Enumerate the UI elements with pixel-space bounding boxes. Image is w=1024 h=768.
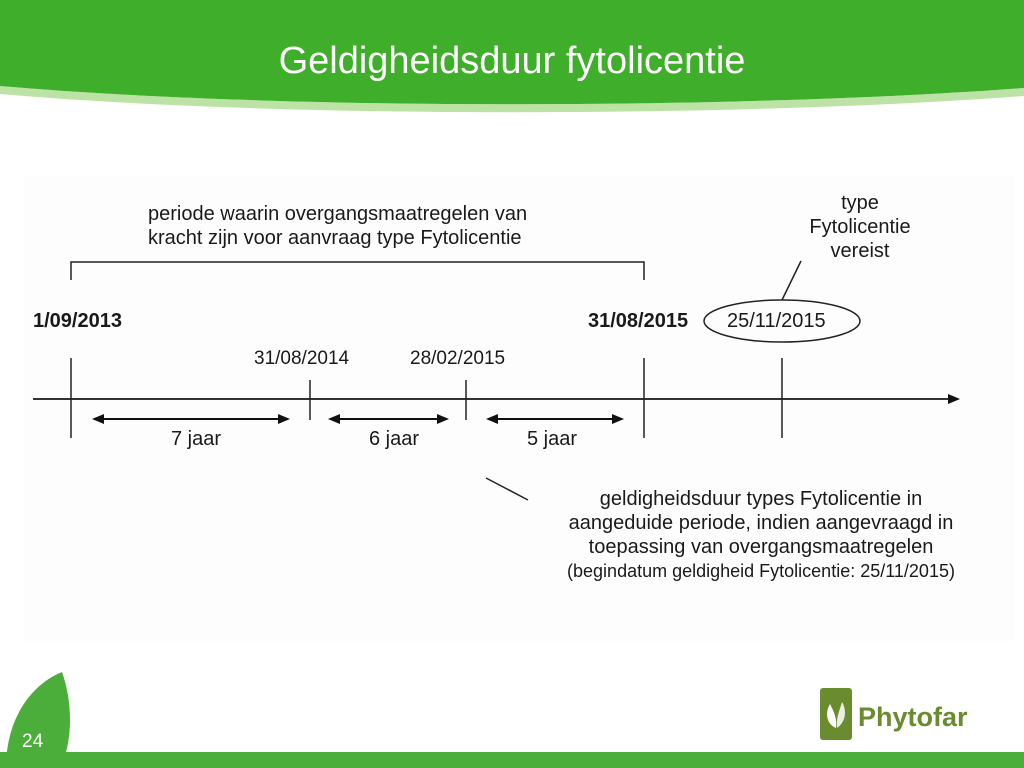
required-note-line: vereist <box>830 240 890 262</box>
required-note-line: type <box>841 192 879 214</box>
bracket-note-line: periode waarin overgangsmaatregelen van <box>148 203 528 225</box>
date-required: 25/11/2015 <box>727 310 826 332</box>
required-note <box>790 191 930 263</box>
date-start: 1/09/2013 <box>33 310 122 332</box>
date-mid1: 31/08/2014 <box>254 348 350 369</box>
phytofar-logo-icon <box>820 688 852 740</box>
duration-label-3: 5 jaar <box>527 428 578 450</box>
page-number: 24 <box>22 731 44 752</box>
validity-note-line: toepassing van overgangsmaatregelen <box>588 536 934 558</box>
validity-note-line: geldigheidsduur types Fytolicentie in <box>599 488 923 510</box>
validity-pointer-line <box>486 478 528 500</box>
duration-label-1: 7 jaar <box>171 428 222 450</box>
duration-label-2: 6 jaar <box>369 428 420 450</box>
required-pointer-line <box>782 261 801 300</box>
transition-bracket <box>71 262 644 280</box>
brand-name: Phytofar <box>858 702 968 732</box>
bracket-note <box>148 202 527 250</box>
bracket-note-line: kracht zijn voor aanvraag type Fytolicentie <box>148 227 522 249</box>
validity-note-line: aangeduide periode, indien aangevraagd in <box>568 512 954 534</box>
required-note-line: Fytolicentie <box>809 216 911 238</box>
validity-note-line: (begindatum geldigheid Fytolicentie: 25/11/2015) <box>567 561 955 581</box>
date-mid2: 28/02/2015 <box>410 348 506 369</box>
slide-title: Geldigheidsduur fytolicentie <box>278 40 746 82</box>
validity-note <box>530 487 992 583</box>
date-end: 31/08/2015 <box>588 310 689 332</box>
